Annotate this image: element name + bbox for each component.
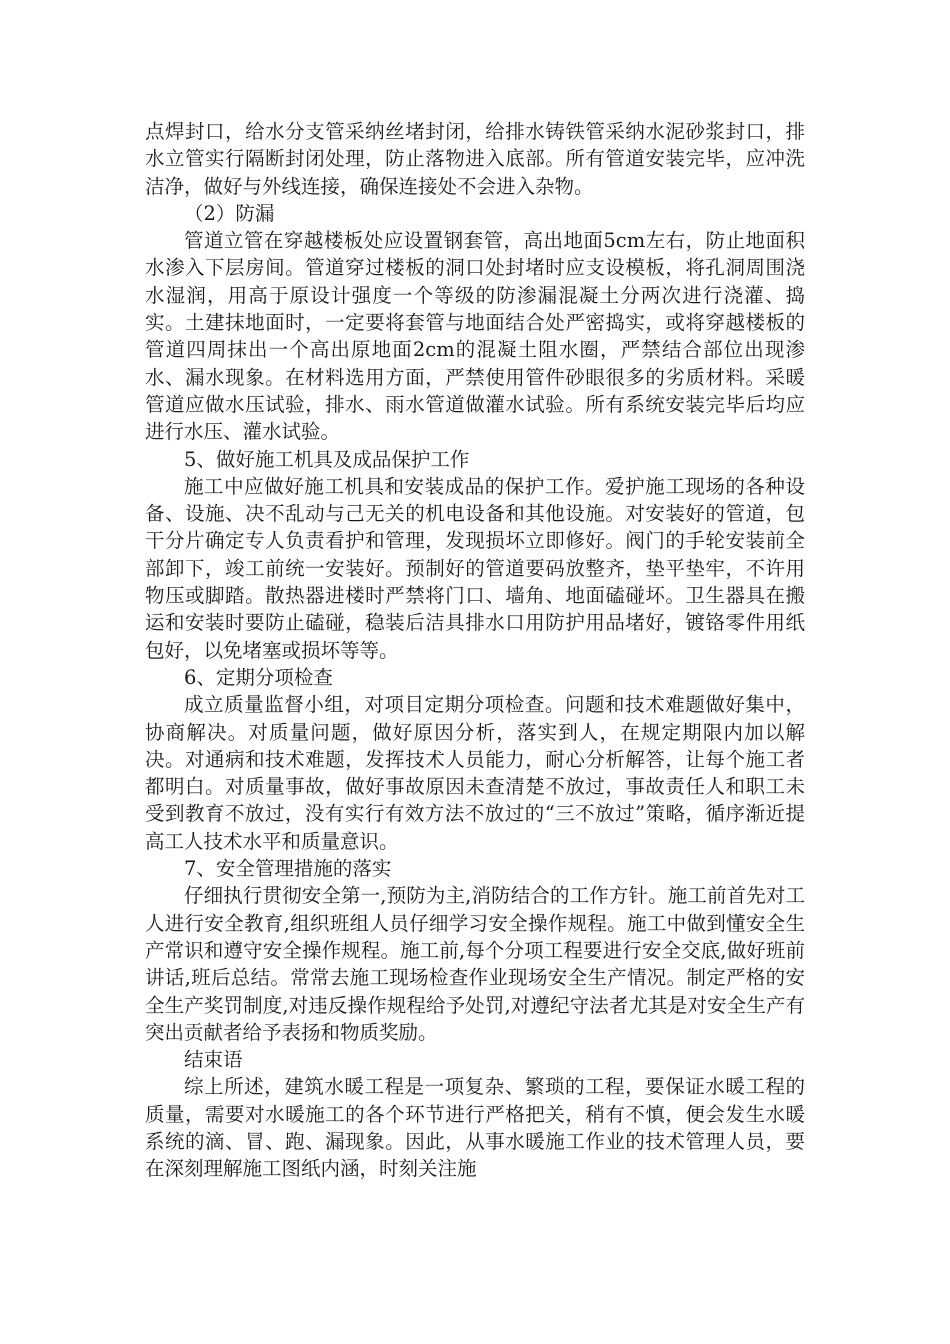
paragraph-section-7: 仔细执行贯彻安全第一,预防为主,消防结合的工作方针。施工前首先对工人进行安全教育,组织班组人员仔细学习安全操作规程。施工中做到懂安全生产常识和遵守安全操作规程。施工前,每个分项工程要进行安全交底,做好班前讲话,班后总结。常常去施工现场检查作业现场安全生产情况。制定严格的安全生产奖罚制度,对违反操作规程给予处罚,对遵纪守法者尤其是对安全生产有突出贡献者给予表扬和物质奖励。 [145,884,805,1044]
document-page [145,118,805,1183]
heading-section-7: 7、安全管理措施的落实 [184,857,392,881]
heading-leak-prevention: （2）防漏 [184,201,275,225]
paragraph-section-5: 施工中应做好施工机具和安装成品的保护工作。爱护施工现场的各种设备、设施、决不乱动与己无关的机电设备和其他设施。对安装好的管道，包干分片确定专人负责看护和管理，发现损坏立即修好。阀门的手轮安装前全部卸下，竣工前统一安装好。预制好的管道要码放整齐，垫平垫牢，不许用物压或脚踏。散热器进楼时严禁将门口、墙角、地面磕碰坏。卫生器具在搬运和安装时要防止磕碰，稳装后洁具排水口用防护用品堵好，镀铬零件用纸包好，以免堵塞或损坏等等。 [145,474,805,662]
paragraph-section-6: 成立质量监督小组，对项目定期分项检查。问题和技术难题做好集中，协商解决。对质量问题，做好原因分析，落实到人，在规定期限内加以解决。对通病和技术难题，发挥技术人员能力，耐心分析解答，让每个施工者都明白。对质量事故，做好事故原因未查清楚不放过，事故责任人和职工未受到教育不放过，没有实行有效方法不放过的“三不放过”策略，循序渐近提高工人技术水平和质量意识。 [145,693,805,853]
paragraph-conclusion: 综上所述，建筑水暖工程是一项复杂、繁琐的工程，要保证水暖工程的质量，需要对水暖施工的各个环节进行严格把关，稍有不慎，便会发生水暖系统的滴、冒、跑、漏现象。因此，从事水暖施工作业的技术管理人员，要在深刻理解施工图纸内涵，时刻关注施 [145,1075,805,1181]
heading-section-5: 5、做好施工机具及成品保护工作 [184,447,470,471]
heading-conclusion: 结束语 [184,1048,243,1072]
heading-section-6: 6、定期分项检查 [184,665,333,689]
paragraph-sealing-continued: 点焊封口，给水分支管采纳丝堵封闭，给排水铸铁管采纳水泥砂浆封口，排水立管实行隔断封闭处理，防止落物进入底部。所有管道安装完毕，应冲洗洁净，做好与外线连接，确保连接处不会进入杂物。 [145,120,805,198]
paragraph-leak-prevention: 管道立管在穿越楼板处应设置钢套管，高出地面5cm左右，防止地面积水渗入下层房间。管道穿过楼板的洞口处封堵时应支设模板，将孔洞周围浇水湿润，用高于原设计强度一个等级的防渗漏混凝土分两次进行浇灌、捣实。土建抹地面时，一定要将套管与地面结合处严密捣实，或将穿越楼板的管道四周抹出一个高出原地面2cm的混凝土阻水圈，严禁结合部位出现渗水、漏水现象。在材料选用方面，严禁使用管件砂眼很多的劣质材料。采暖管道应做水压试验，排水、雨水管道做灌水试验。所有系统安装完毕后均应进行水压、灌水试验。 [145,229,805,444]
